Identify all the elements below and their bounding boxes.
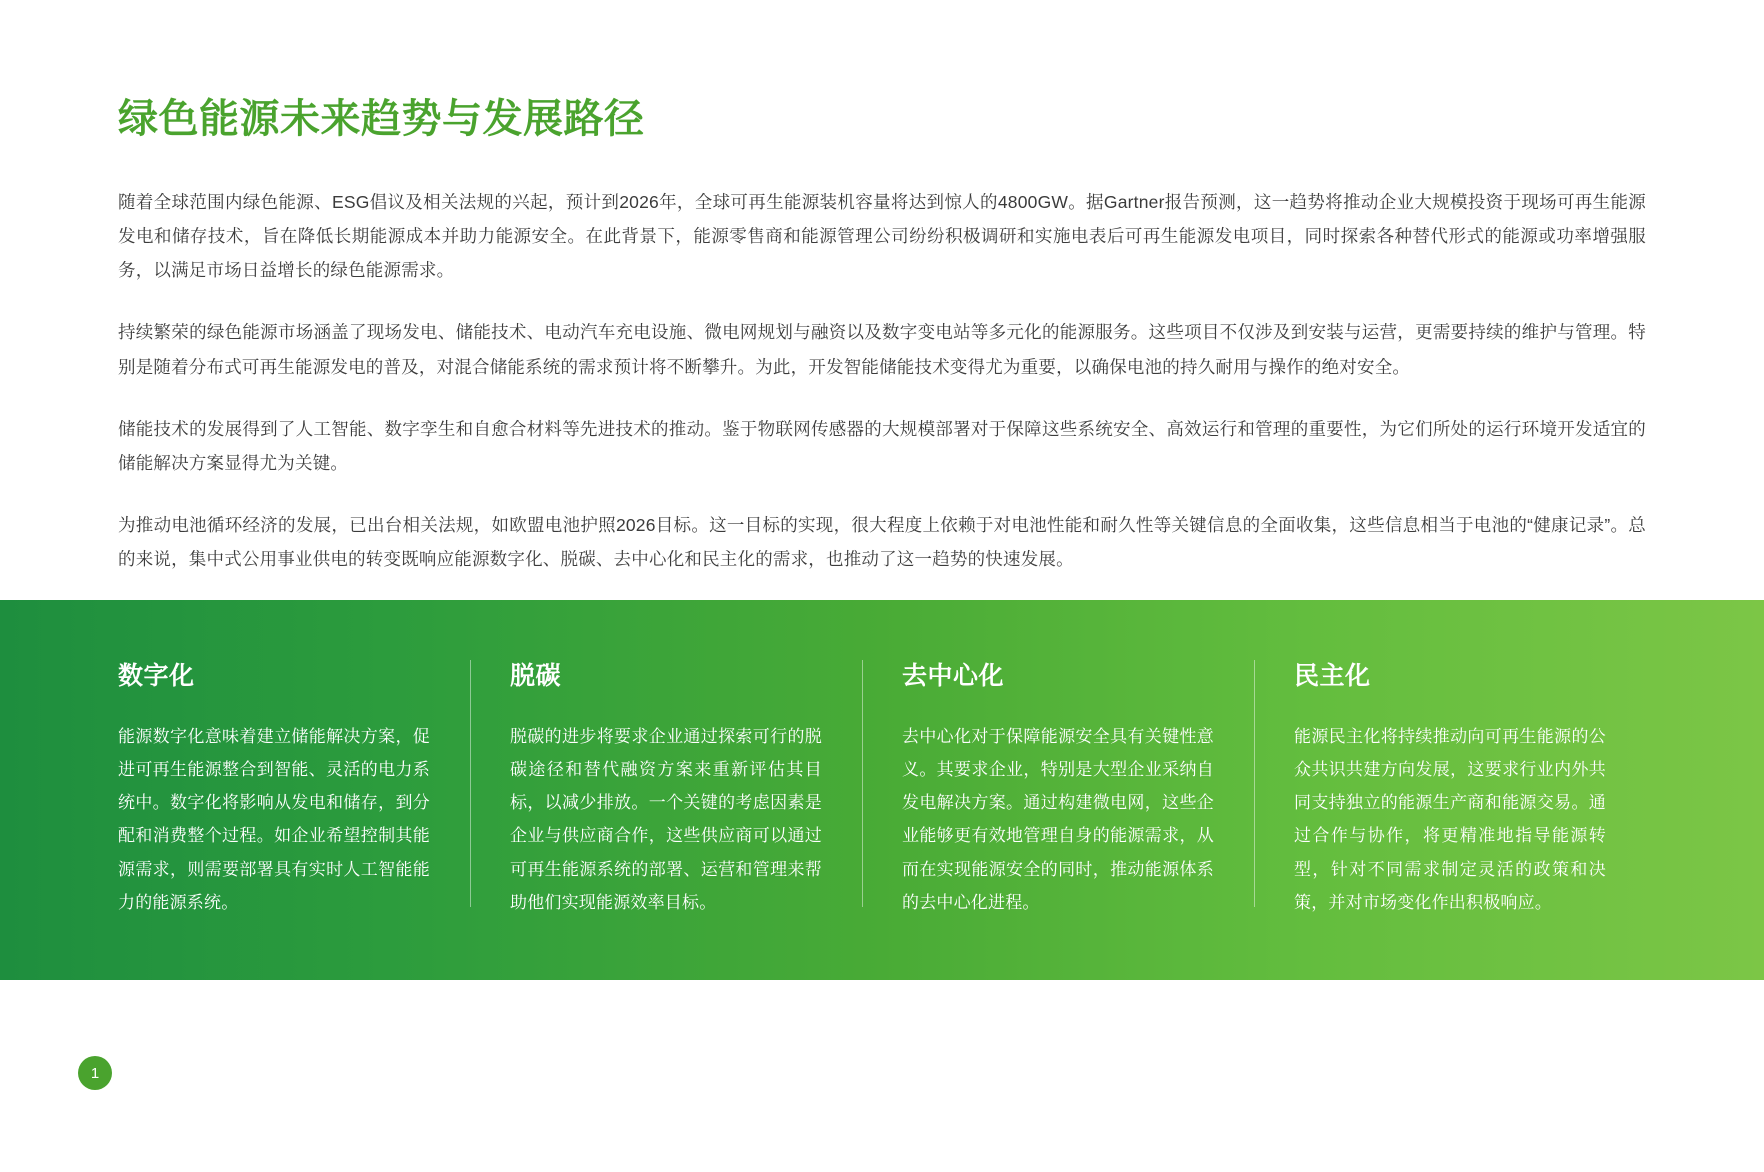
highlight-heading: 脱碳: [510, 662, 562, 690]
highlight-column-decarbonization: [470, 656, 862, 919]
highlight-body: 去中心化对于保障能源安全具有关键性意义。其要求企业，特别是大型企业采纳自发电解决方案。通过构建微电网，这些企业能够更有效地管理自身的能源需求，从而在实现能源安全的同时，推动能源体系的去中心化进程。: [902, 727, 1214, 912]
highlight-heading: 去中心化: [902, 662, 1005, 690]
highlight-heading: 民主化: [1294, 662, 1371, 690]
body-paragraph-4: 为推动电池循环经济的发展，已出台相关法规，如欧盟电池护照2026目标。这一目标的实现，很大程度上依赖于对电池性能和耐久性等关键信息的全面收集，这些信息相当于电池的“健康记录”。总的来说，集中式公用事业供电的转变既响应能源数字化、脱碳、去中心化和民主化的需求，也推动了这一趋势的快速发展。: [118, 514, 1646, 569]
highlight-column-democratization: [1254, 656, 1646, 919]
body-paragraph-1: 随着全球范围内绿色能源、ESG倡议及相关法规的兴起，预计到2026年，全球可再生能源装机容量将达到惊人的4800GW。据Gartner报告预测，这一趋势将推动企业大规模投资于现场可再生能源发电和储存技术，旨在降低长期能源成本并助力能源安全。在此背景下，能源零售商和能源管理公司纷纷积极调研和实施电表后可再生能源发电项目，同时探索各种替代形式的能源或功率增强服务，以满足市场日益增长的绿色能源需求。: [118, 192, 1646, 281]
page-title: 绿色能源未来趋势与发展路径: [118, 97, 645, 141]
body-paragraph-2: 持续繁荣的绿色能源市场涵盖了现场发电、储能技术、电动汽车充电设施、微电网规划与融资以及数字变电站等多元化的能源服务。这些项目不仅涉及到安装与运营，更需要持续的维护与管理。特别是随着分布式可再生能源发电的普及，对混合储能系统的需求预计将不断攀升。为此，开发智能储能技术变得尤为重要，以确保电池的持久耐用与操作的绝对安全。: [118, 322, 1646, 377]
page-number-badge: 1: [78, 1056, 112, 1090]
highlight-column-decentralization: [862, 656, 1254, 919]
highlight-heading: 数字化: [118, 662, 195, 690]
highlight-band: [0, 600, 1764, 980]
highlight-body: 能源数字化意味着建立储能解决方案，促进可再生能源整合到智能、灵活的电力系统中。数字化将影响从发电和储存，到分配和消费整个过程。如企业希望控制其能源需求，则需要部署具有实时人工智能能力的能源系统。: [118, 727, 430, 912]
highlight-column-digitalization: [118, 656, 470, 919]
document-body: [0, 0, 1764, 576]
highlight-body: 能源民主化将持续推动向可再生能源的公众共识共建方向发展，这要求行业内外共同支持独立的能源生产商和能源交易。通过合作与协作，将更精准地指导能源转型，针对不同需求制定灵活的政策和决策，并对市场变化作出积极响应。: [1294, 727, 1606, 912]
highlight-body: 脱碳的进步将要求企业通过探索可行的脱碳途径和替代融资方案来重新评估其目标，以减少排放。一个关键的考虑因素是企业与供应商合作，这些供应商可以通过可再生能源系统的部署、运营和管理来帮助他们实现能源效率目标。: [510, 727, 822, 912]
body-paragraph-3: 储能技术的发展得到了人工智能、数字孪生和自愈合材料等先进技术的推动。鉴于物联网传感器的大规模部署对于保障这些系统安全、高效运行和管理的重要性，为它们所处的运行环境开发适宜的储能解决方案显得尤为关键。: [118, 418, 1646, 473]
